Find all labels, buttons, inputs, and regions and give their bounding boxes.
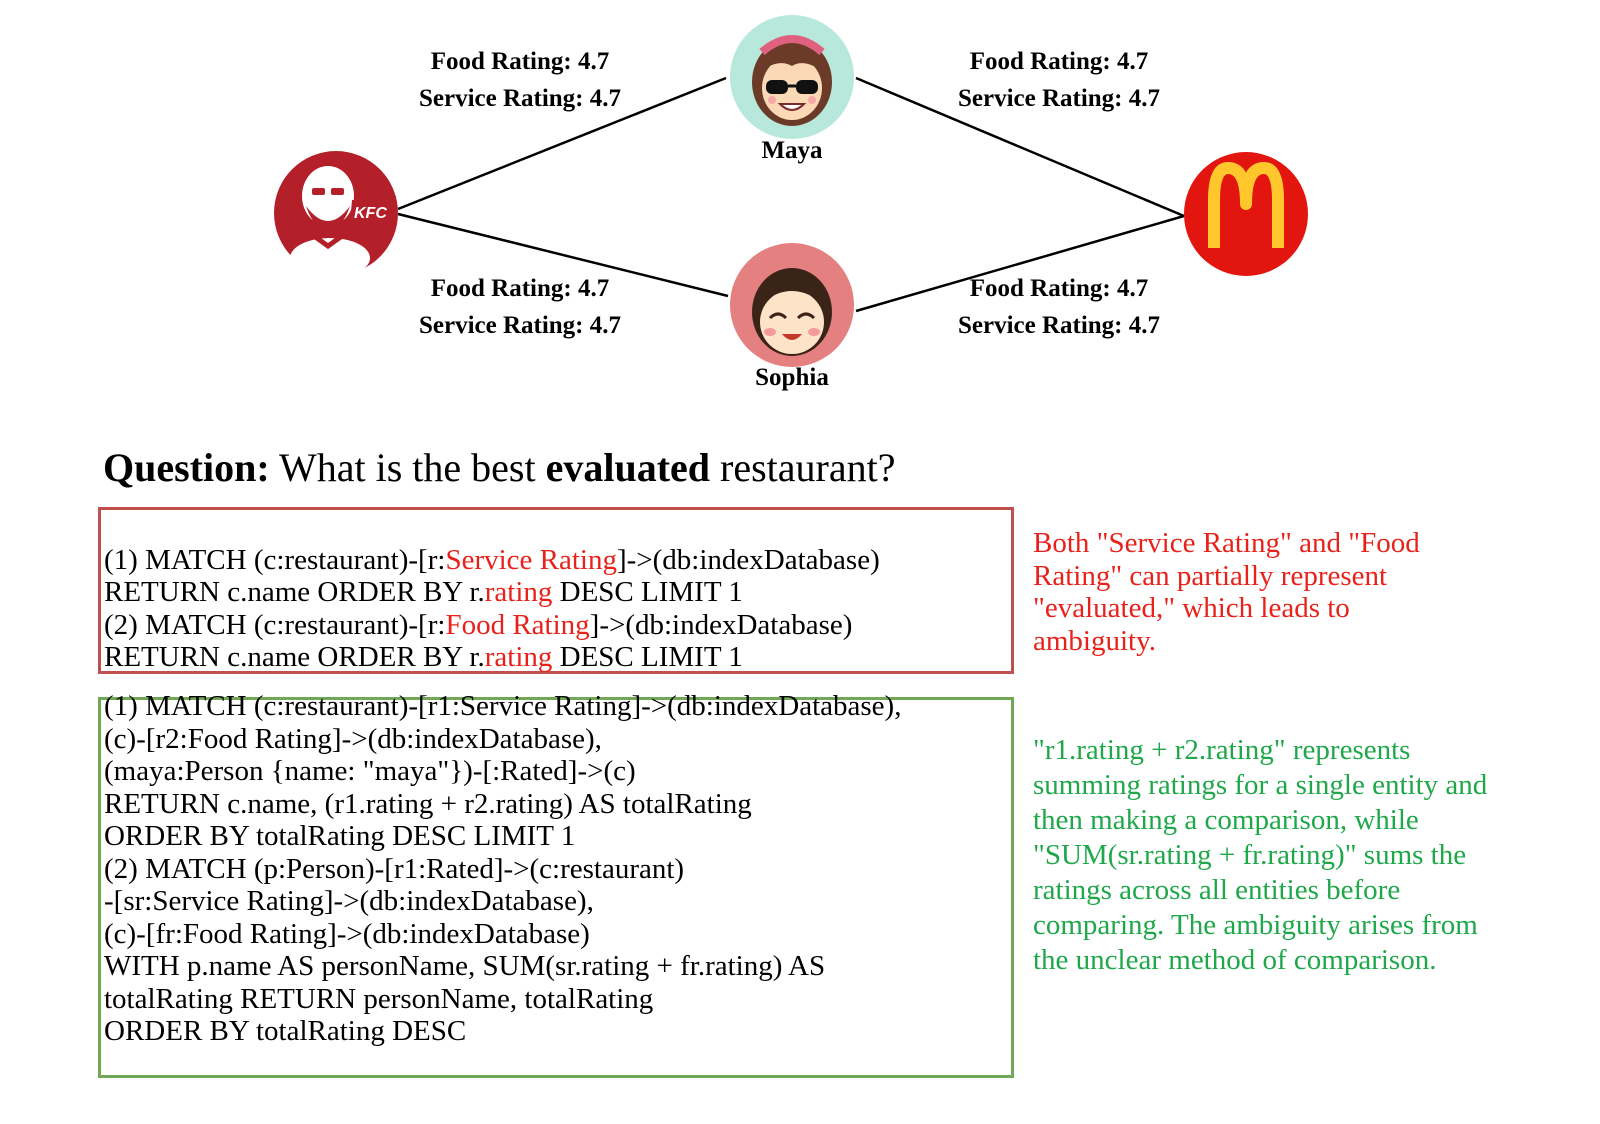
green-note: "r1.rating + r2.rating" represents summing ratings for a single entity and then making a comparison, while "SUM(sr.rating + fr.rating)" sums the ratings across all entities before comparing. The ambiguity arises from the unclear method of comparison. (1033, 734, 1488, 976)
code-line: (1) MATCH (c:restaurant)-[r1:Service Rating]->(db:indexDatabase), (104, 690, 902, 722)
code-line: (maya:Person {name: "maya"})-[:Rated]->(c) (104, 755, 636, 787)
red-query-code (104, 511, 880, 706)
code-line: ORDER BY totalRating DESC LIMIT 1 (104, 820, 576, 852)
edge-label-kfc-sophia (395, 270, 645, 344)
sophia-avatar (730, 243, 854, 367)
question-label: Question: (103, 445, 270, 490)
code-line: RETURN c.name ORDER BY r.rating DESC LIMIT 1 (104, 641, 743, 673)
kfc-logo (274, 151, 398, 278)
food-rating-label: Food Rating: 4.7 (430, 48, 610, 75)
code-line: (2) MATCH (p:Person)-[r1:Rated]->(c:restaurant) (104, 852, 685, 885)
food-rating-label: Food Rating: 4.7 (969, 275, 1149, 302)
code-line: RETURN c.name, (r1.rating + r2.rating) AS totalRating (104, 787, 752, 820)
food-rating-label: Food Rating: 4.7 (430, 275, 610, 302)
red-note: Both "Service Rating" and "Food Rating" can partially represent "evaluated," which leads to ambiguity. (1033, 527, 1420, 657)
code-line: totalRating RETURN personName, totalRating (104, 982, 654, 1015)
service-rating-label: Service Rating: 4.7 (957, 312, 1161, 339)
green-query-code (104, 690, 901, 1048)
edge-label-kfc-maya (395, 43, 645, 117)
service-rating-label: Service Rating: 4.7 (418, 85, 622, 112)
question-text-before: What is the best (278, 445, 536, 490)
kfc-logo-text: KFC (354, 205, 387, 222)
restaurant-graph (0, 0, 1600, 420)
maya-label: Maya (761, 137, 823, 164)
code-line: WITH p.name AS personName, SUM(sr.rating + fr.rating) AS (104, 950, 826, 982)
edge-label-maya-mcdonalds (934, 43, 1184, 117)
code-line: ORDER BY totalRating DESC (104, 1015, 467, 1047)
service-rating-label: Service Rating: 4.7 (957, 85, 1161, 112)
food-rating-label: Food Rating: 4.7 (969, 48, 1149, 75)
mcdonalds-logo (1184, 152, 1308, 276)
question-emphasis: evaluated (545, 445, 711, 490)
code-line: (2) MATCH (c:restaurant)-[r:Food Rating]->(db:indexDatabase) (104, 608, 853, 641)
code-line: (1) MATCH (c:restaurant)-[r:Service Rating]->(db:indexDatabase) (104, 543, 880, 576)
edge-label-sophia-mcdonalds (934, 270, 1184, 344)
code-line: RETURN c.name ORDER BY r.rating DESC LIMIT 1 (104, 576, 743, 608)
code-line: -[sr:Service Rating]->(db:indexDatabase), (104, 885, 594, 917)
sophia-label: Sophia (755, 364, 829, 391)
code-line: (c)-[r2:Food Rating]->(db:indexDatabase), (104, 722, 602, 755)
service-rating-label: Service Rating: 4.7 (418, 312, 622, 339)
question (103, 444, 895, 491)
maya-avatar (730, 15, 854, 139)
question-text-after: restaurant? (720, 445, 896, 490)
code-line: (c)-[fr:Food Rating]->(db:indexDatabase) (104, 917, 590, 950)
